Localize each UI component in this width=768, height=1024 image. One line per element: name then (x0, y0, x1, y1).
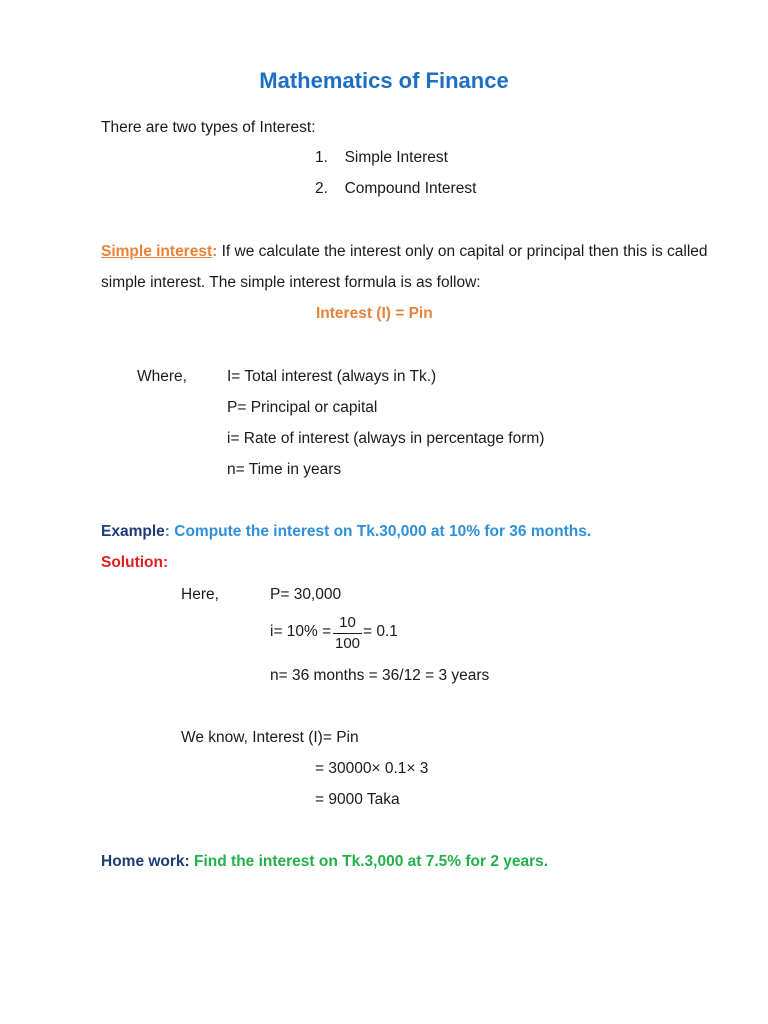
example-label: Example (101, 523, 165, 540)
variable-definition: n= Time in years (227, 461, 342, 478)
simple-interest-formula: Interest (I) = Pin (316, 305, 433, 322)
definition-line-2: simple interest. The simple interest formula is as follow: (101, 274, 481, 291)
list-item (315, 148, 448, 168)
term-colon: : (212, 243, 218, 260)
here-label: Here, (181, 586, 219, 603)
list-number: 2. (315, 180, 328, 197)
page-title: Mathematics of Finance (259, 68, 509, 93)
calculation-step: = 30000× 0.1× 3 (315, 760, 429, 777)
example-text: Compute the interest on Tk.30,000 at 10% for 36 months. (169, 523, 592, 540)
rate-prefix: i= 10% = (270, 623, 332, 640)
list-item-label: Compound Interest (344, 180, 477, 197)
example-line (101, 522, 591, 542)
variable-definition: I= Total interest (always in Tk.) (227, 368, 437, 385)
example-colon: : (164, 523, 170, 540)
definition-line-1: If we calculate the interest only on capital or principal then this is called (217, 243, 708, 260)
homework-line (101, 852, 548, 872)
homework-label: Home work: (101, 853, 190, 870)
solution-label: Solution: (101, 554, 169, 571)
simple-interest-paragraph (101, 242, 708, 262)
list-number: 1. (315, 149, 328, 166)
rate-fraction (333, 614, 362, 653)
where-label: Where, (137, 368, 187, 385)
variable-definition: i= Rate of interest (always in percentage form) (227, 430, 545, 447)
intro-text: There are two types of Interest: (101, 119, 316, 136)
fraction-denominator: 100 (335, 635, 361, 652)
fraction-numerator: 10 (339, 614, 356, 631)
calculation-result: = 9000 Taka (315, 791, 400, 808)
list-item-label: Simple Interest (344, 149, 448, 166)
time-value: n= 36 months = 36/12 = 3 years (270, 667, 490, 684)
list-item (315, 179, 476, 199)
variable-definition: P= Principal or capital (227, 399, 378, 416)
rate-result: = 0.1 (363, 623, 398, 640)
fraction-bar (333, 633, 362, 634)
principal-value: P= 30,000 (270, 586, 342, 603)
homework-text: Find the interest on Tk.3,000 at 7.5% for 2 years. (189, 853, 549, 870)
simple-interest-term: Simple interest (101, 243, 213, 260)
we-know-line: We know, Interest (I)= Pin (181, 729, 359, 746)
